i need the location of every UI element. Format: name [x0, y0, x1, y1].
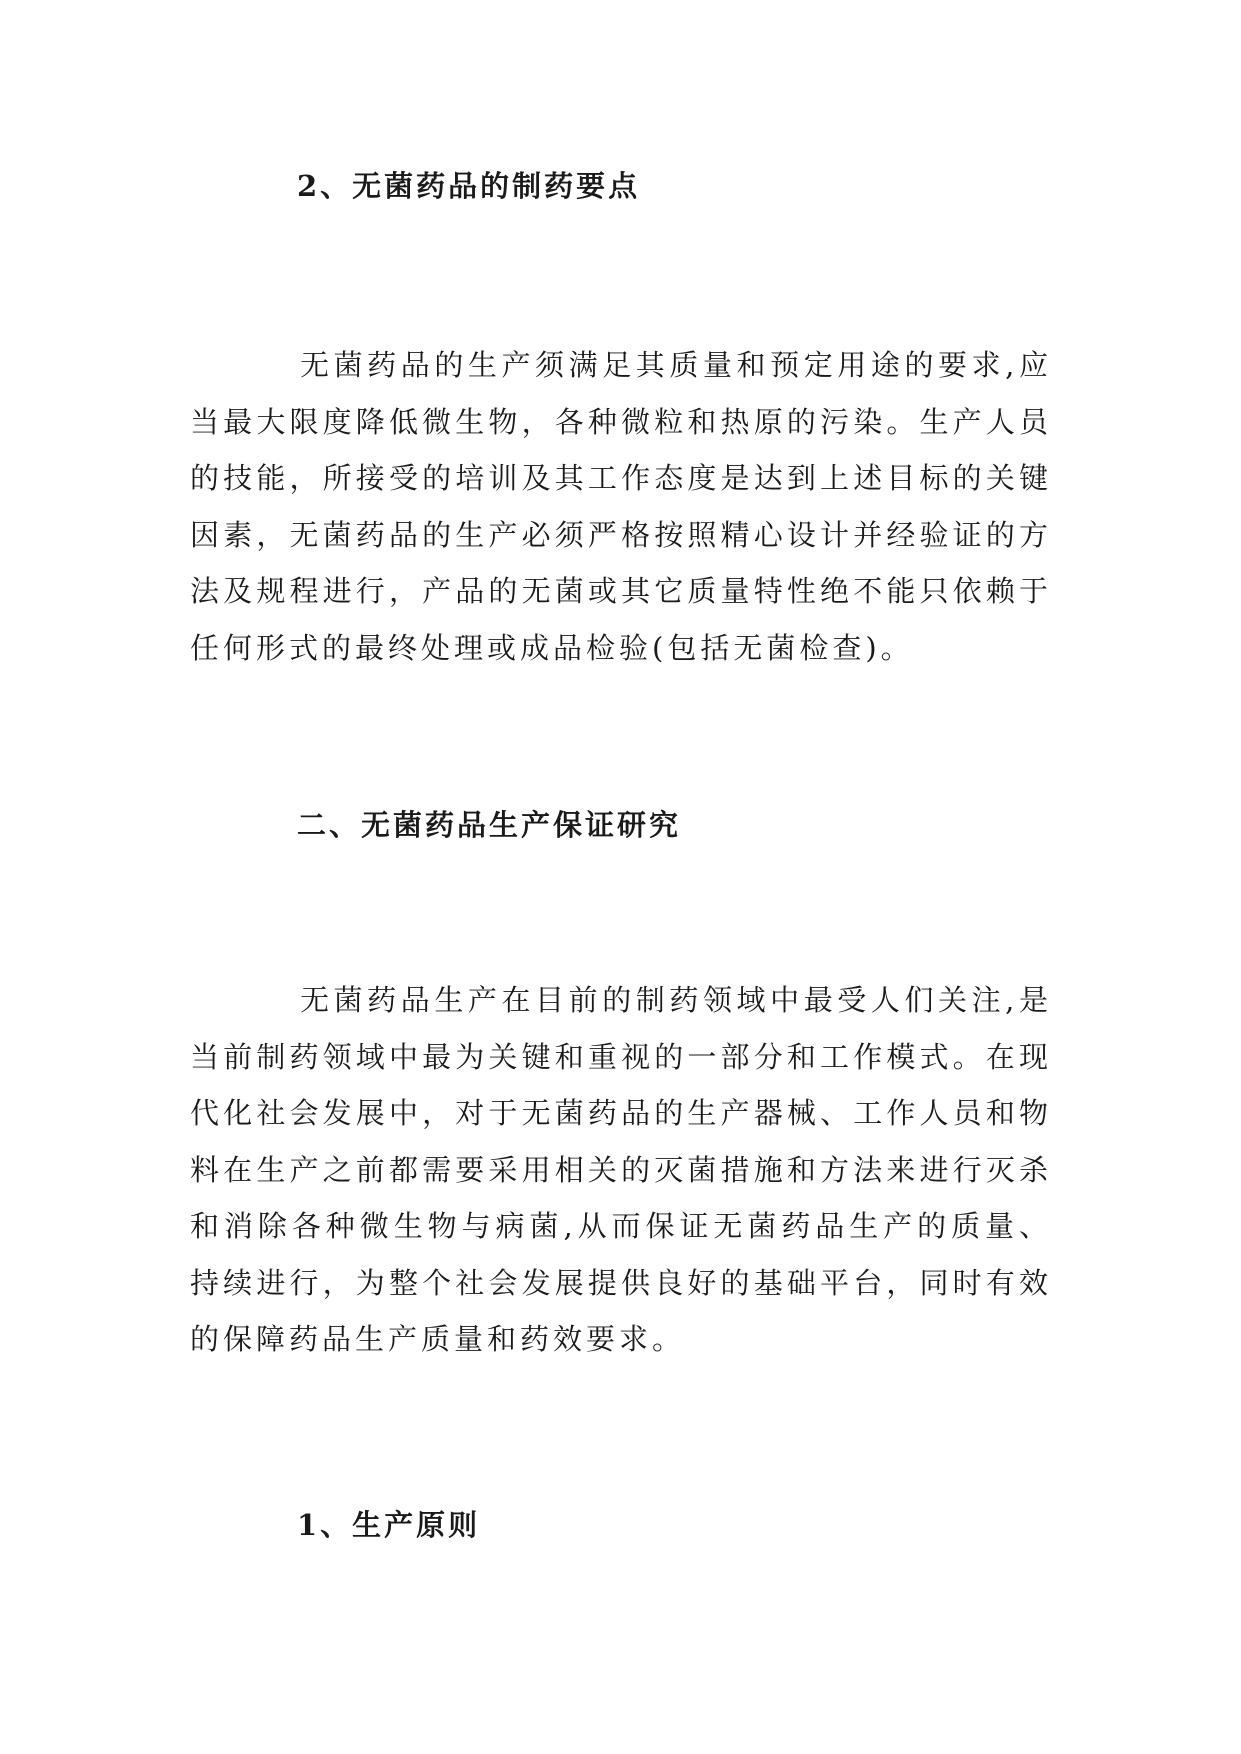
body-paragraph-production-focus: 无菌药品生产在目前的制药领域中最受人们关注,是当前制药领域中最为关键和重视的一部分和工作模式。在现代化社会发展中，对于无菌药品的生产器械、工作人员和物料在生产之前都需要采用相关的灭菌措施和方法来进行灭杀和消除各种微生物与病菌,从而保证无菌药品生产的质量、持续进行，为整个社会发展提供良好的基础平台，同时有效的保障药品生产质量和药效要求。	[190, 983, 1052, 1356]
body-paragraph-sterile-requirements: 无菌药品的生产须满足其质量和预定用途的要求,应当最大限度降低微生物，各种微粒和热原的污染。生产人员的技能，所接受的培训及其工作态度是达到上述目标的关键因素，无菌药品的生产必须严格按照精心设计并经验证的方法及规程进行，产品的无菌或其它质量特性绝不能只依赖于任何形式的最终处理或成品检验(包括无菌检查)。	[190, 348, 1052, 665]
section-heading-production-principles: 1、生产原则	[297, 1508, 481, 1542]
section-heading-production-assurance: 二、无菌药品生产保证研究	[297, 808, 682, 842]
section-heading-pharma-key-points: 2、无菌药品的制药要点	[297, 169, 641, 203]
